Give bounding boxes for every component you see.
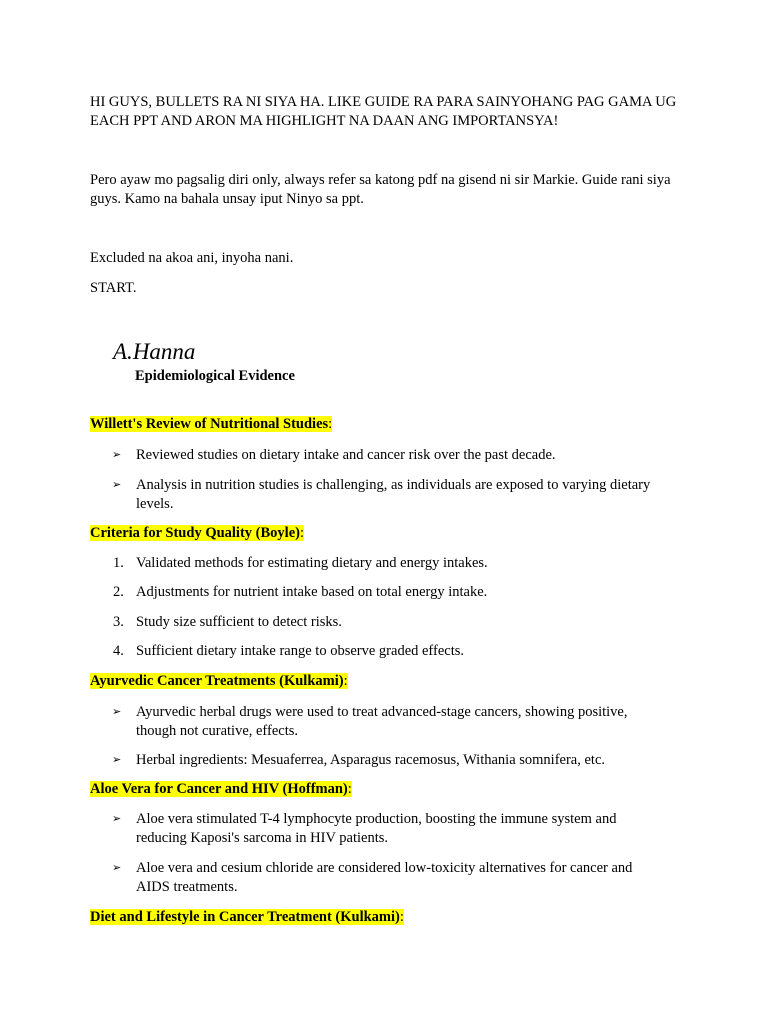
heading-colon: :: [343, 673, 348, 689]
list-number: 1.: [113, 555, 124, 571]
intro-paragraph-3: Excluded na akoa ani, inyoha nani.: [90, 250, 294, 266]
block-heading-willett: [90, 415, 332, 434]
list-item: Analysis in nutrition studies is challenging, as individuals are exposed to varying dietary levels.: [136, 477, 651, 512]
arrow-bullet-icon: ➢: [112, 754, 122, 766]
list-number: 2.: [113, 584, 124, 600]
section-marker: A.: [113, 339, 133, 364]
list-number: 3.: [113, 614, 124, 630]
arrow-bullet-icon: ➢: [112, 479, 122, 491]
highlighted-heading: Willett's Review of Nutritional Studies: [90, 416, 329, 432]
block-heading-boyle: [90, 524, 304, 543]
intro-paragraph-1: HI GUYS, BULLETS RA NI SIYA HA. LIKE GUIDE RA PARA SAINYOHANG PAG GAMA UG EACH PPT AND ARON MA HIGHLIGHT NA DAAN ANG IMPORTANSYA!: [90, 94, 677, 129]
heading-colon: :: [328, 416, 333, 432]
block-heading-aloe-vera: [90, 780, 352, 799]
list-item: Ayurvedic herbal drugs were used to treat advanced-stage cancers, showing positive, though not curative, effects.: [136, 704, 628, 739]
section-subtitle: Epidemiological Evidence: [135, 368, 295, 384]
list-number: 4.: [113, 643, 124, 659]
arrow-bullet-icon: ➢: [112, 862, 122, 874]
numbered-item: Validated methods for estimating dietary and energy intakes.: [136, 555, 488, 571]
numbered-item: Study size sufficient to detect risks.: [136, 614, 342, 630]
start-label: START.: [90, 280, 137, 296]
highlighted-heading: Aloe Vera for Cancer and HIV (Hoffman): [90, 781, 348, 797]
block-heading-ayurvedic: [90, 672, 348, 691]
block-heading-diet-lifestyle: [90, 908, 404, 927]
highlighted-heading: Diet and Lifestyle in Cancer Treatment (Kulkami): [90, 909, 400, 925]
list-item: Reviewed studies on dietary intake and cancer risk over the past decade.: [136, 447, 556, 463]
arrow-bullet-icon: ➢: [112, 449, 122, 461]
arrow-bullet-icon: ➢: [112, 706, 122, 718]
intro-paragraph-2: Pero ayaw mo pagsalig diri only, always refer sa katong pdf na gisend ni sir Markie. Guide rani siya guys. Kamo na bahala unsay iput Ninyo sa ppt.: [90, 172, 671, 207]
list-item: Aloe vera and cesium chloride are considered low-toxicity alternatives for cancer and AIDS treatments.: [136, 860, 633, 895]
heading-colon: :: [299, 525, 304, 541]
section-name: Hanna: [132, 339, 196, 364]
list-item: Herbal ingredients: Mesuaferrea, Asparagus racemosus, Withania somnifera, etc.: [136, 752, 606, 768]
numbered-item: Sufficient dietary intake range to observe graded effects.: [136, 643, 464, 659]
section-heading: [113, 338, 195, 366]
highlighted-heading: Ayurvedic Cancer Treatments (Kulkami): [90, 673, 344, 689]
highlighted-heading: Criteria for Study Quality (Boyle): [90, 525, 300, 541]
arrow-bullet-icon: ➢: [112, 813, 122, 825]
heading-colon: :: [399, 909, 404, 925]
numbered-item: Adjustments for nutrient intake based on total energy intake.: [136, 584, 488, 600]
heading-colon: :: [347, 781, 352, 797]
list-item: Aloe vera stimulated T-4 lymphocyte production, boosting the immune system and reducing Kaposi's sarcoma in HIV patients.: [136, 811, 617, 846]
